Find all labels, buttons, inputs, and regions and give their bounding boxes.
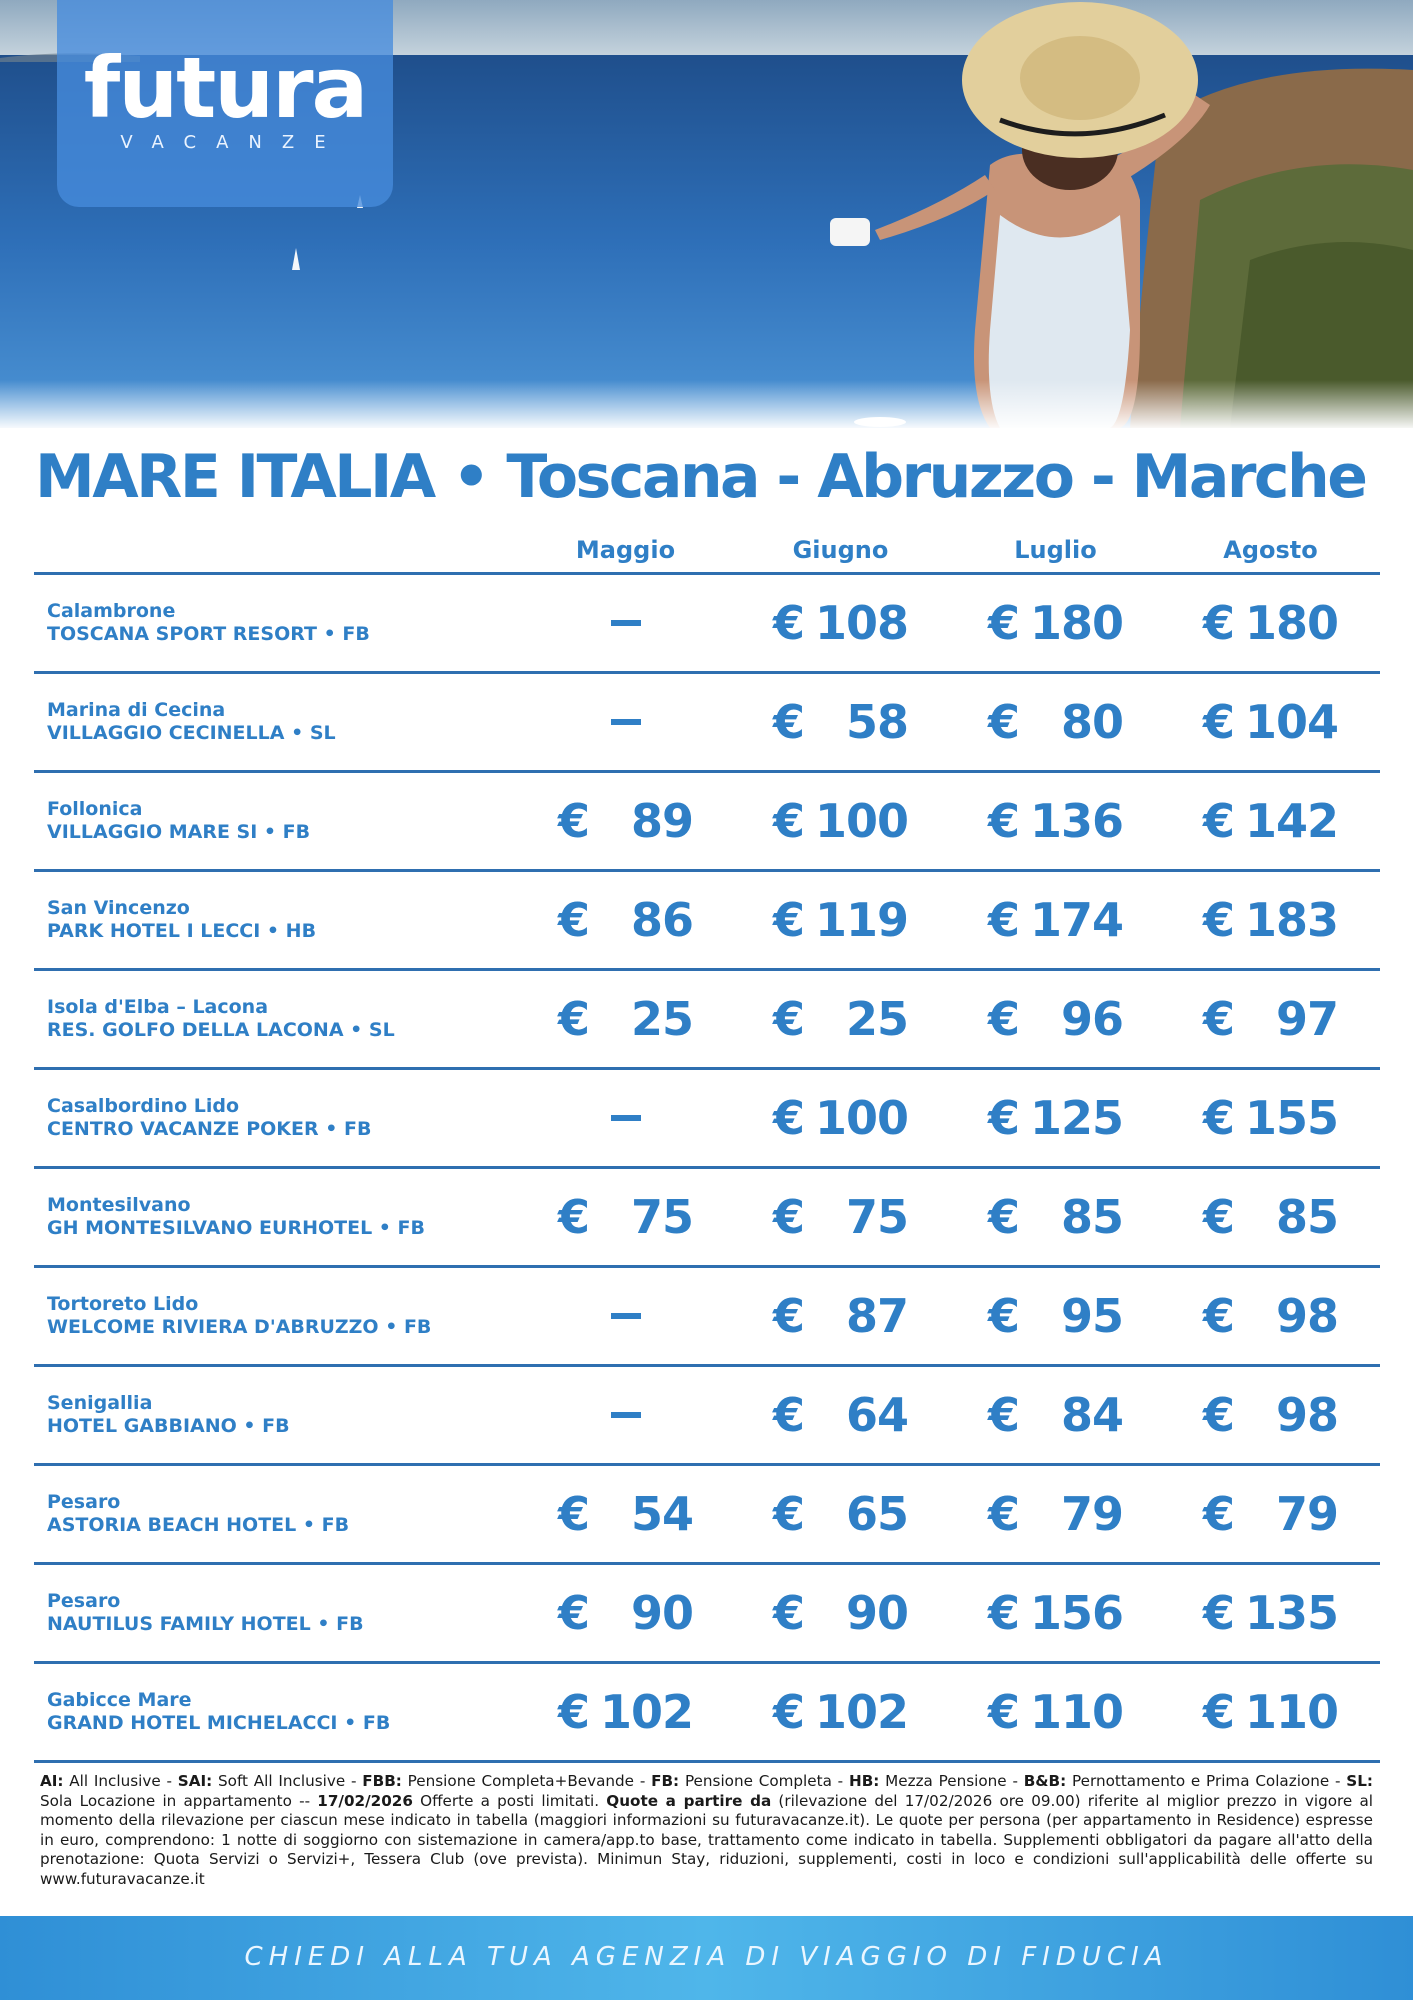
price-value: [988, 1070, 1123, 1166]
euro-symbol: €: [558, 1190, 591, 1244]
note-sl-text: Sola Locazione in appartamento --: [40, 1791, 318, 1810]
euro-symbol: €: [1203, 695, 1236, 749]
euro-symbol: €: [988, 596, 1021, 650]
hotel-cell: [47, 575, 370, 671]
price-cell-giugno: [733, 773, 948, 869]
hotel-name: VILLAGGIO MARE SI • FB: [47, 821, 311, 843]
euro-symbol: €: [988, 1685, 1021, 1739]
price-amount: 58: [845, 695, 908, 749]
table-body: [34, 575, 1380, 1763]
euro-symbol: €: [773, 1487, 806, 1541]
price-cell-agosto: [1163, 971, 1378, 1067]
price-value: [988, 1367, 1123, 1463]
price-cell-luglio: [948, 971, 1163, 1067]
price-value: [558, 1664, 693, 1760]
euro-symbol: €: [988, 893, 1021, 947]
note-sai-text: Soft All Inclusive -: [212, 1772, 363, 1790]
euro-symbol: €: [988, 1289, 1021, 1343]
note-sl-label: SL:: [1346, 1772, 1373, 1790]
price-amount: 96: [1060, 992, 1123, 1046]
price-amount: 110: [1029, 1685, 1123, 1739]
price-value: [558, 1466, 693, 1562]
price-amount: 75: [845, 1190, 908, 1244]
price-value: [558, 971, 693, 1067]
price-amount: 102: [814, 1685, 908, 1739]
note-offer-text: Offerte a posti limitati.: [412, 1791, 607, 1810]
hotel-cell: [47, 1367, 290, 1463]
price-amount: 100: [814, 794, 908, 848]
price-cell-agosto: [1163, 1664, 1378, 1760]
euro-symbol: €: [1203, 1190, 1236, 1244]
price-value: [1203, 773, 1338, 869]
euro-symbol: €: [773, 992, 806, 1046]
price-value: [773, 575, 908, 671]
price-cell-luglio: [948, 1565, 1163, 1661]
price-value: [988, 971, 1123, 1067]
price-cell-luglio: [948, 1169, 1163, 1265]
euro-symbol: €: [1203, 596, 1236, 650]
hotel-cell: [47, 1565, 364, 1661]
table-row: [34, 872, 1380, 971]
price-amount: 142: [1244, 794, 1338, 848]
price-value: [773, 872, 908, 968]
table-row: [34, 1268, 1380, 1367]
table-row: [34, 575, 1380, 674]
hotel-name: NAUTILUS FAMILY HOTEL • FB: [47, 1613, 364, 1635]
hotel-cell: [47, 1070, 371, 1166]
price-amount: 108: [814, 596, 908, 650]
price-amount: 65: [845, 1487, 908, 1541]
hotel-cell: [47, 1664, 390, 1760]
note-fb-label: FB:: [651, 1772, 680, 1790]
price-amount: 84: [1060, 1388, 1123, 1442]
euro-symbol: €: [773, 1685, 806, 1739]
price-value: [988, 1565, 1123, 1661]
euro-symbol: €: [558, 794, 591, 848]
note-quote-label: Quote a partire da: [606, 1791, 772, 1810]
price-amount: 25: [630, 992, 693, 1046]
price-value: [1203, 1466, 1338, 1562]
price-cell-luglio: [948, 872, 1163, 968]
price-cell-luglio: [948, 1070, 1163, 1166]
price-cell-agosto: [1163, 872, 1378, 968]
hotel-cell: [47, 1268, 431, 1364]
price-cell-luglio: [948, 773, 1163, 869]
euro-symbol: €: [988, 992, 1021, 1046]
price-value: [1203, 674, 1338, 770]
note-fbb-label: FBB:: [362, 1772, 402, 1790]
euro-symbol: €: [558, 893, 591, 947]
note-ai-text: All Inclusive -: [63, 1772, 178, 1790]
price-amount: 102: [599, 1685, 693, 1739]
price-amount: 87: [845, 1289, 908, 1343]
price-amount: 89: [630, 794, 693, 848]
price-cell-agosto: [1163, 1070, 1378, 1166]
unavailable-dash: [611, 719, 641, 725]
price-amount: 180: [1244, 596, 1338, 650]
hotel-name: PARK HOTEL I LECCI • HB: [47, 920, 317, 942]
price-cell-giugno: [733, 1169, 948, 1265]
price-amount: 64: [845, 1388, 908, 1442]
euro-symbol: €: [773, 893, 806, 947]
price-cell-giugno: [733, 674, 948, 770]
hotel-location: Follonica: [47, 798, 143, 820]
price-cell-luglio: [948, 1466, 1163, 1562]
note-bb-text: Pernottamento e Prima Colazione -: [1066, 1772, 1347, 1790]
price-cell-luglio: [948, 674, 1163, 770]
price-amount: 85: [1060, 1190, 1123, 1244]
unavailable-dash: [611, 1115, 641, 1121]
hotel-location: Marina di Cecina: [47, 699, 226, 721]
price-cell-luglio: [948, 1367, 1163, 1463]
price-amount: 174: [1029, 893, 1123, 947]
price-value: [988, 773, 1123, 869]
euro-symbol: €: [558, 1487, 591, 1541]
price-cell-agosto: [1163, 1169, 1378, 1265]
euro-symbol: €: [773, 794, 806, 848]
euro-symbol: €: [773, 1190, 806, 1244]
price-amount: 155: [1244, 1091, 1338, 1145]
table-row: [34, 971, 1380, 1070]
price-amount: 183: [1244, 893, 1338, 947]
price-value: [1203, 1565, 1338, 1661]
price-value: [773, 1367, 908, 1463]
hotel-name: GH MONTESILVANO EURHOTEL • FB: [47, 1217, 426, 1239]
table-row: [34, 1565, 1380, 1664]
footer-banner: [0, 1916, 1413, 2000]
price-cell-giugno: [733, 1565, 948, 1661]
hotel-location: Montesilvano: [47, 1194, 191, 1216]
price-cell-maggio: [518, 1367, 733, 1463]
euro-symbol: €: [558, 1685, 591, 1739]
price-value: [988, 1466, 1123, 1562]
column-header-luglio: Luglio: [1014, 536, 1097, 564]
euro-symbol: €: [1203, 794, 1236, 848]
hotel-name: HOTEL GABBIANO • FB: [47, 1415, 290, 1437]
price-value: [988, 674, 1123, 770]
price-value: [1203, 1367, 1338, 1463]
hotel-name: WELCOME RIVIERA D'ABRUZZO • FB: [47, 1316, 432, 1338]
logo-subtitle: VACANZE: [120, 132, 346, 153]
note-date: 17/02/2026: [317, 1791, 413, 1810]
table-header: [34, 532, 1380, 575]
euro-symbol: €: [773, 596, 806, 650]
note-body: (rilevazione del 17/02/2026 ore 09.00) riferite al miglior prezzo in vigore al momento della rilevazione per ciascun mese indicato in tabella (maggiori informazioni su futuravacanze.it). Le quote per persona (per appartamento in Residence) espresse in euro, comprendono: 1 notte di soggiorno con sistemazione in camera/app.to base, trattamento come indicato in tabella. Supplementi obbligatori da pagare all'atto della prenotazione: Quota Servizi o Servizi+, Tessera Club (ove prevista). Minimun Stay, riduzioni, supplementi, costi in loco e condizioni sull'applicabilità delle offerte su www.futuravacanze.it: [40, 1791, 1373, 1888]
euro-symbol: €: [558, 1586, 591, 1640]
hotel-location: Pesaro: [47, 1590, 121, 1612]
footer-text: CHIEDI ALLA TUA AGENZIA DI VIAGGIO DI FIDUCIA: [244, 1942, 1169, 1972]
price-cell-giugno: [733, 872, 948, 968]
price-cell-giugno: [733, 971, 948, 1067]
price-value: [558, 872, 693, 968]
note-bb-label: B&B:: [1023, 1772, 1067, 1790]
hotel-cell: [47, 1466, 349, 1562]
note-fb-text: Pensione Completa -: [679, 1772, 849, 1790]
price-amount: 90: [630, 1586, 693, 1640]
hotel-name: ASTORIA BEACH HOTEL • FB: [47, 1514, 350, 1536]
price-amount: 75: [630, 1190, 693, 1244]
price-cell-maggio: [518, 1268, 733, 1364]
price-value: [1203, 872, 1338, 968]
price-cell-giugno: [733, 1466, 948, 1562]
price-cell-agosto: [1163, 1268, 1378, 1364]
price-cell-giugno: [733, 575, 948, 671]
price-cell-maggio: [518, 1070, 733, 1166]
column-header-maggio: Maggio: [575, 536, 676, 564]
price-cell-maggio: [518, 971, 733, 1067]
price-value: [773, 773, 908, 869]
euro-symbol: €: [773, 1289, 806, 1343]
hotel-location: Casalbordino Lido: [47, 1095, 240, 1117]
price-value: [988, 1268, 1123, 1364]
price-cell-maggio: [518, 1664, 733, 1760]
price-cell-giugno: [733, 1268, 948, 1364]
price-cell-luglio: [948, 1268, 1163, 1364]
hotel-name: GRAND HOTEL MICHELACCI • FB: [47, 1712, 391, 1734]
price-cell-agosto: [1163, 1466, 1378, 1562]
hotel-location: Calambrone: [47, 600, 176, 622]
price-cell-luglio: [948, 1664, 1163, 1760]
table-row: [34, 1466, 1380, 1565]
hotel-location: Pesaro: [47, 1491, 121, 1513]
euro-symbol: €: [773, 1091, 806, 1145]
price-cell-agosto: [1163, 575, 1378, 671]
price-amount: 79: [1275, 1487, 1338, 1541]
price-cell-agosto: [1163, 1367, 1378, 1463]
hotel-name: TOSCANA SPORT RESORT • FB: [47, 623, 370, 645]
logo-wordmark: futura: [83, 39, 367, 137]
euro-symbol: €: [1203, 992, 1236, 1046]
euro-symbol: €: [1203, 1388, 1236, 1442]
price-value: [773, 1268, 908, 1364]
price-cell-giugno: [733, 1367, 948, 1463]
price-cell-maggio: [518, 674, 733, 770]
price-value: [988, 1664, 1123, 1760]
price-amount: 97: [1275, 992, 1338, 1046]
table-row: [34, 1070, 1380, 1169]
column-header-giugno: Giugno: [792, 536, 889, 564]
price-cell-agosto: [1163, 1565, 1378, 1661]
price-value: [988, 872, 1123, 968]
price-amount: 79: [1060, 1487, 1123, 1541]
price-amount: 104: [1244, 695, 1338, 749]
price-value: [773, 674, 908, 770]
table-row: [34, 1169, 1380, 1268]
euro-symbol: €: [773, 1388, 806, 1442]
price-amount: 80: [1060, 695, 1123, 749]
euro-symbol: €: [773, 695, 806, 749]
hotel-name: VILLAGGIO CECINELLA • SL: [47, 722, 336, 744]
hotel-name: CENTRO VACANZE POKER • FB: [47, 1118, 372, 1140]
euro-symbol: €: [1203, 1091, 1236, 1145]
price-cell-maggio: [518, 1565, 733, 1661]
euro-symbol: €: [1203, 893, 1236, 947]
table-row: [34, 674, 1380, 773]
price-amount: 25: [845, 992, 908, 1046]
price-cell-maggio: [518, 575, 733, 671]
table-row: [34, 1367, 1380, 1466]
price-amount: 110: [1244, 1685, 1338, 1739]
price-value: [773, 1169, 908, 1265]
price-cell-agosto: [1163, 773, 1378, 869]
price-value: [773, 1070, 908, 1166]
euro-symbol: €: [988, 1091, 1021, 1145]
price-cell-maggio: [518, 1169, 733, 1265]
price-value: [1203, 1268, 1338, 1364]
note-hb-text: Mezza Pensione -: [879, 1772, 1024, 1790]
unavailable-dash: [611, 1313, 641, 1319]
hotel-name: RES. GOLFO DELLA LACONA • SL: [47, 1019, 395, 1041]
price-value: [988, 1169, 1123, 1265]
table-row: [34, 773, 1380, 872]
hotel-cell: [47, 773, 310, 869]
price-cell-maggio: [518, 773, 733, 869]
euro-symbol: €: [988, 794, 1021, 848]
price-value: [773, 1664, 908, 1760]
price-value: [558, 1169, 693, 1265]
hotel-location: Tortoreto Lido: [47, 1293, 199, 1315]
price-value: [1203, 1664, 1338, 1760]
euro-symbol: €: [773, 1586, 806, 1640]
price-value: [1203, 1070, 1338, 1166]
note-fbb-text: Pensione Completa+Bevande -: [401, 1772, 652, 1790]
hotel-location: Senigallia: [47, 1392, 153, 1414]
price-amount: 156: [1029, 1586, 1123, 1640]
price-amount: 125: [1029, 1091, 1123, 1145]
euro-symbol: €: [988, 1190, 1021, 1244]
column-header-agosto: Agosto: [1223, 536, 1318, 564]
price-amount: 98: [1275, 1289, 1338, 1343]
price-cell-maggio: [518, 1466, 733, 1562]
price-amount: 180: [1029, 596, 1123, 650]
euro-symbol: €: [1203, 1586, 1236, 1640]
hotel-location: Gabicce Mare: [47, 1689, 192, 1711]
euro-symbol: €: [988, 1586, 1021, 1640]
footnotes: [40, 1772, 1373, 1889]
price-cell-maggio: [518, 872, 733, 968]
hotel-cell: [47, 1169, 425, 1265]
price-value: [1203, 1169, 1338, 1265]
hotel-cell: [47, 674, 336, 770]
table-row: [34, 1664, 1380, 1763]
euro-symbol: €: [558, 992, 591, 1046]
price-value: [1203, 575, 1338, 671]
price-cell-luglio: [948, 575, 1163, 671]
page-title: MARE ITALIA • Toscana - Abruzzo - Marche: [35, 442, 1366, 512]
price-value: [988, 575, 1123, 671]
euro-symbol: €: [988, 1487, 1021, 1541]
hotel-location: San Vincenzo: [47, 897, 190, 919]
note-hb-label: HB:: [848, 1772, 880, 1790]
euro-symbol: €: [988, 695, 1021, 749]
price-amount: 136: [1029, 794, 1123, 848]
price-amount: 90: [845, 1586, 908, 1640]
euro-symbol: €: [1203, 1487, 1236, 1541]
price-value: [773, 971, 908, 1067]
euro-symbol: €: [988, 1388, 1021, 1442]
unavailable-dash: [611, 620, 641, 626]
price-value: [773, 1565, 908, 1661]
hotel-location: Isola d'Elba – Lacona: [47, 996, 269, 1018]
price-amount: 135: [1244, 1586, 1338, 1640]
price-value: [558, 773, 693, 869]
price-value: [558, 1565, 693, 1661]
price-amount: 54: [630, 1487, 693, 1541]
price-amount: 85: [1275, 1190, 1338, 1244]
hotel-cell: [47, 872, 316, 968]
price-cell-giugno: [733, 1664, 948, 1760]
price-cell-giugno: [733, 1070, 948, 1166]
price-amount: 98: [1275, 1388, 1338, 1442]
price-value: [1203, 971, 1338, 1067]
price-cell-agosto: [1163, 674, 1378, 770]
euro-symbol: €: [1203, 1289, 1236, 1343]
price-amount: 100: [814, 1091, 908, 1145]
note-ai-label: AI:: [40, 1772, 64, 1790]
price-amount: 86: [630, 893, 693, 947]
unavailable-dash: [611, 1412, 641, 1418]
price-amount: 95: [1060, 1289, 1123, 1343]
note-sai-label: SAI:: [177, 1772, 213, 1790]
price-value: [773, 1466, 908, 1562]
hotel-cell: [47, 971, 395, 1067]
brand-logo: [57, 0, 393, 207]
euro-symbol: €: [1203, 1685, 1236, 1739]
price-table: [34, 532, 1380, 1763]
price-amount: 119: [814, 893, 908, 947]
